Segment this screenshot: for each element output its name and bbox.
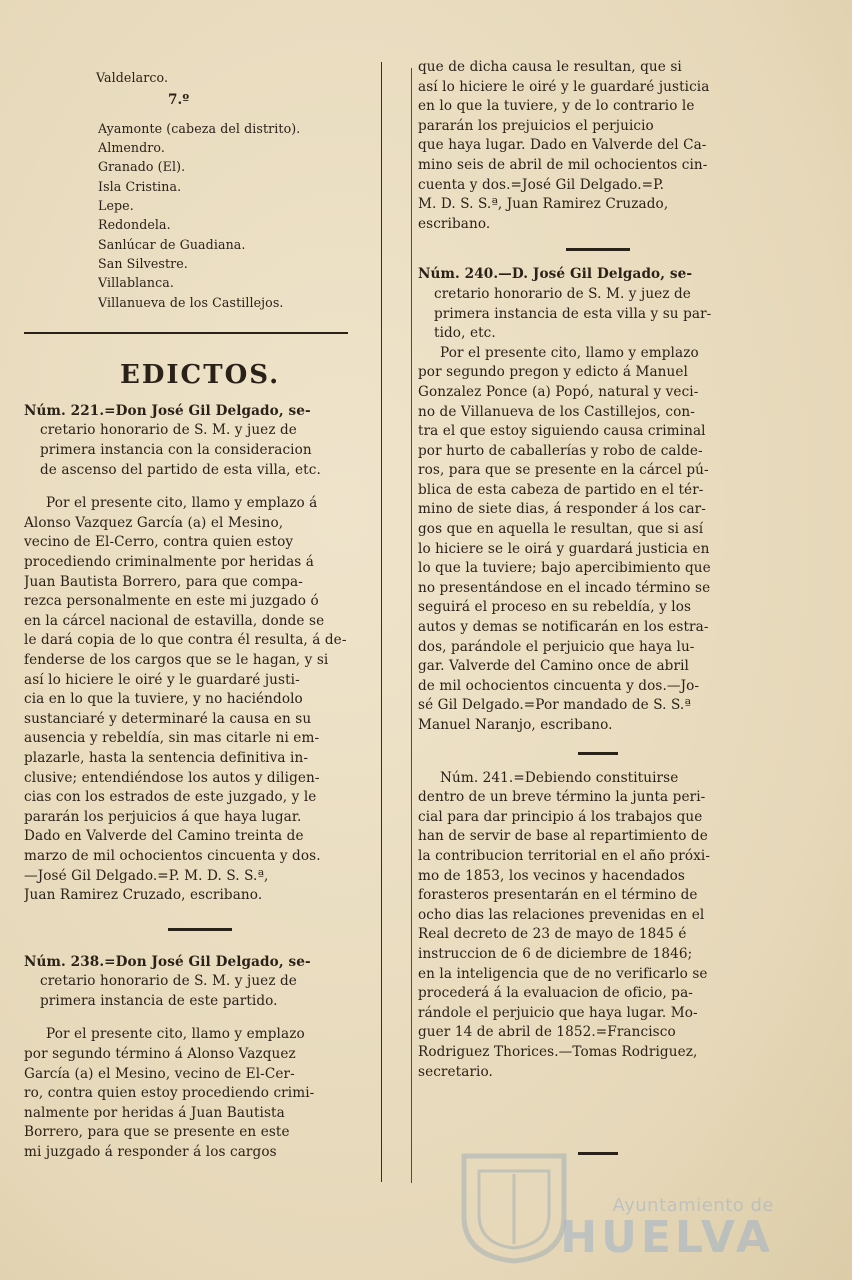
section-title: EDICTOS. bbox=[120, 359, 281, 390]
edict-body-line: marzo de mil ochocientos cincuenta y dos. bbox=[24, 847, 321, 864]
edict-body-line: por hurto de caballerías y robo de calde- bbox=[418, 442, 703, 459]
column-divider-inner bbox=[411, 68, 412, 1183]
district-number: 7.º bbox=[168, 92, 190, 109]
edict-body-line: en la inteligencia que de no verificarlo se bbox=[418, 965, 708, 982]
district-town: Villablanca. bbox=[98, 275, 174, 291]
edict-body-line: sé Gil Delgado.=Por mandado de S. S.ª bbox=[418, 697, 691, 714]
watermark-line2: HUELVA bbox=[560, 1212, 774, 1263]
edict-header-line: tido, etc. bbox=[434, 325, 496, 342]
edict-240-header bbox=[418, 265, 778, 343]
edict-body-line: guer 14 de abril de 1852.=Francisco bbox=[418, 1024, 676, 1041]
edict-body-line: secretario. bbox=[418, 1063, 493, 1080]
edict-body-line: que de dicha causa le resultan, que si bbox=[418, 59, 682, 75]
edict-header-line: cretario honorario de S. M. y juez de bbox=[40, 973, 297, 990]
edict-body-line: de mil ochocientos cincuenta y dos.—Jo- bbox=[418, 677, 700, 694]
edict-body-line: han de servir de base al repartimiento de bbox=[418, 828, 708, 845]
edict-body-line: rándole el perjuicio que haya lugar. Mo- bbox=[418, 1004, 698, 1021]
edict-238-body bbox=[24, 1025, 376, 1162]
edict-241 bbox=[418, 769, 778, 1083]
district-town-list bbox=[24, 119, 376, 312]
district-town: Almendro. bbox=[98, 140, 165, 156]
edict-body-line: mino seis de abril de mil ochocientos cin- bbox=[418, 156, 708, 173]
edict-238-header bbox=[24, 953, 376, 1012]
edict-body-line: Rodriguez Thorices.—Tomas Rodriguez, bbox=[418, 1043, 698, 1060]
edict-body-line: que haya lugar. Dado en Valverde del Ca- bbox=[418, 137, 707, 154]
end-separator bbox=[578, 1152, 618, 1155]
edict-body-line: gos que en aquella le resultan, que si así bbox=[418, 521, 704, 538]
district-town: Sanlúcar de Guadiana. bbox=[98, 236, 246, 252]
edict-body-line: Real decreto de 23 de mayo de 1845 é bbox=[418, 926, 687, 943]
edict-body-line: mi juzgado á responder á los cargos bbox=[24, 1144, 277, 1161]
edict-body-line: lo que la tuviere; bajo apercibimiento que bbox=[418, 560, 711, 577]
edict-body-line: forasteros presentarán en el término de bbox=[418, 887, 698, 904]
right-column bbox=[418, 0, 778, 1155]
edict-221-body bbox=[24, 494, 376, 905]
edict-body-line: en lo que la tuviere, y de lo contrario le bbox=[418, 98, 695, 115]
edict-body-line: nalmente por heridas á Juan Bautista bbox=[24, 1104, 285, 1121]
edict-continuation bbox=[418, 58, 778, 234]
edict-body-line: ros, para que se presente en la cárcel pú- bbox=[418, 462, 709, 479]
edict-header-line: cretario honorario de S. M. y juez de bbox=[434, 285, 691, 302]
edict-header-line: Núm. 240.—D. José Gil Delgado, se- bbox=[418, 266, 693, 283]
edict-221-header bbox=[24, 402, 376, 480]
edict-body-line: no presentándose en el incado término se bbox=[418, 579, 711, 596]
edict-body-line: cias con los estrados de este juzgado, y le bbox=[24, 789, 317, 806]
edict-body-line: pararán los perjuicios á que haya lugar. bbox=[24, 808, 302, 825]
edict-body-line: Juan Ramirez Cruzado, escribano. bbox=[24, 887, 263, 904]
edict-body-line: por segundo término á Alonso Vazquez bbox=[24, 1046, 296, 1063]
edict-body-line: gar. Valverde del Camino once de abril bbox=[418, 658, 689, 675]
edict-240-body bbox=[418, 344, 778, 736]
edict-header-line: primera instancia de esta villa y su par- bbox=[434, 305, 712, 322]
district-town: Granado (El). bbox=[98, 159, 186, 175]
edict-body-line: autos y demas se notificarán en los estra- bbox=[418, 619, 709, 636]
edict-body-line: en la cárcel nacional de estavilla, donde se bbox=[24, 612, 325, 629]
edict-body-line: Manuel Naranjo, escribano. bbox=[418, 717, 613, 733]
edict-body-line: Núm. 241.=Debiendo constituirse bbox=[440, 769, 679, 786]
edict-body-line: por segundo pregon y edicto á Manuel bbox=[418, 364, 688, 381]
edict-body-line: cuenta y dos.=José Gil Delgado.=P. bbox=[418, 176, 665, 193]
edict-header-line: de ascenso del partido de esta villa, etc. bbox=[40, 461, 321, 478]
edict-body-line: blica de esta cabeza de partido en el tér- bbox=[418, 481, 704, 498]
left-column bbox=[24, 0, 376, 1163]
edict-body-line: no de Villanueva de los Castillejos, con- bbox=[418, 403, 695, 420]
edict-body-line: dos, parándole el perjuicio que haya lu- bbox=[418, 638, 695, 655]
edict-body-line: seguirá el proceso en su rebeldía, y los bbox=[418, 599, 692, 616]
edict-body-line: rezca personalmente en este mi juzgado ó bbox=[24, 593, 319, 610]
edict-body-line: ausencia y rebeldía, sin mas citarle ni em- bbox=[24, 730, 320, 747]
edict-body-line: la contribucion territorial en el año próxi- bbox=[418, 847, 711, 864]
edict-body-line: cia en lo que la tuviere, y no haciéndolo bbox=[24, 691, 303, 708]
list-top-item: Valdelarco. bbox=[96, 70, 169, 85]
edict-body-line: así lo hiciere le oiré y le guardaré justi- bbox=[24, 671, 300, 688]
edict-body-line: M. D. S. S.ª, Juan Ramirez Cruzado, bbox=[418, 196, 669, 213]
edict-body-line: vecino de El-Cerro, contra quien estoy bbox=[24, 534, 294, 551]
edict-body-line: tra el que estoy siguiendo causa criminal bbox=[418, 423, 706, 440]
edict-body-line: así lo hiciere le oiré y le guardaré justicia bbox=[418, 78, 710, 95]
edict-body-line: ocho dias las relaciones prevenidas en el bbox=[418, 906, 705, 923]
edict-body-line: Gonzalez Ponce (a) Popó, natural y veci- bbox=[418, 383, 699, 400]
edict-body-line: Por el presente cito, llamo y emplazo á bbox=[46, 495, 318, 512]
edict-body-line: le dará copia de lo que contra él resulta, á de- bbox=[24, 632, 347, 649]
edict-body-line: Por el presente cito, llamo y emplazo bbox=[440, 344, 699, 361]
edict-body-line: Por el presente cito, llamo y emplazo bbox=[46, 1026, 305, 1043]
district-town: Lepe. bbox=[98, 198, 134, 214]
edict-header-line: Núm. 221.=Don José Gil Delgado, se- bbox=[24, 402, 311, 419]
edict-header-line: cretario honorario de S. M. y juez de bbox=[40, 422, 297, 439]
edict-body-line: ro, contra quien estoy procediendo crimi- bbox=[24, 1085, 315, 1102]
edict-body-line: procederá á la evaluacion de oficio, pa- bbox=[418, 985, 693, 1002]
edict-body-line: clusive; entendiéndose los autos y diligen- bbox=[24, 769, 320, 786]
column-divider bbox=[381, 62, 382, 1182]
edict-body-line: escribano. bbox=[418, 215, 491, 232]
edict-body-line: cial para dar principio á los trabajos que bbox=[418, 808, 703, 825]
edict-body-line: —José Gil Delgado.=P. M. D. S. S.ª, bbox=[24, 867, 269, 884]
edict-body-line: Alonso Vazquez García (a) el Mesino, bbox=[24, 514, 284, 531]
district-town: Ayamonte (cabeza del distrito). bbox=[98, 120, 301, 136]
archive-watermark bbox=[560, 1195, 774, 1263]
edict-body-line: instruccion de 6 de diciembre de 1846; bbox=[418, 945, 693, 962]
edict-body-line: dentro de un breve término la junta peri- bbox=[418, 789, 706, 806]
watermark-line1: Ayuntamiento de bbox=[612, 1195, 774, 1216]
edict-body-line: Borrero, para que se presente en este bbox=[24, 1124, 290, 1141]
edict-body-line: mino de siete dias, á responder á los car- bbox=[418, 501, 706, 518]
edict-body-line: procediendo criminalmente por heridas á bbox=[24, 554, 314, 571]
district-town: San Silvestre. bbox=[98, 255, 188, 271]
edict-body-line: lo hiciere se le oirá y guardará justicia en bbox=[418, 540, 710, 557]
edict-body-line: fenderse de los cargos que se le hagan, y si bbox=[24, 651, 329, 668]
edict-body-line: Juan Bautista Borrero, para que compa- bbox=[24, 573, 303, 590]
district-town: Isla Cristina. bbox=[98, 178, 182, 194]
edict-body-line: mo de 1853, los vecinos y hacendados bbox=[418, 867, 685, 884]
edict-header-line: Núm. 238.=Don José Gil Delgado, se- bbox=[24, 953, 311, 970]
edict-body-line: plazarle, hasta la sentencia definitiva in- bbox=[24, 749, 309, 766]
edict-header-line: primera instancia de este partido. bbox=[40, 992, 278, 1009]
district-town: Villanueva de los Castillejos. bbox=[98, 294, 284, 310]
edict-body-line: pararán los prejuicios el perjuicio bbox=[418, 117, 654, 134]
edict-body-line: Dado en Valverde del Camino treinta de bbox=[24, 828, 304, 845]
district-town: Redondela. bbox=[98, 217, 171, 233]
edict-body-line: sustanciaré y determinaré la causa en su bbox=[24, 710, 312, 727]
edict-body-line: García (a) el Mesino, vecino de El-Cer- bbox=[24, 1065, 295, 1082]
edict-header-line: primera instancia con la consideracion bbox=[40, 442, 312, 459]
